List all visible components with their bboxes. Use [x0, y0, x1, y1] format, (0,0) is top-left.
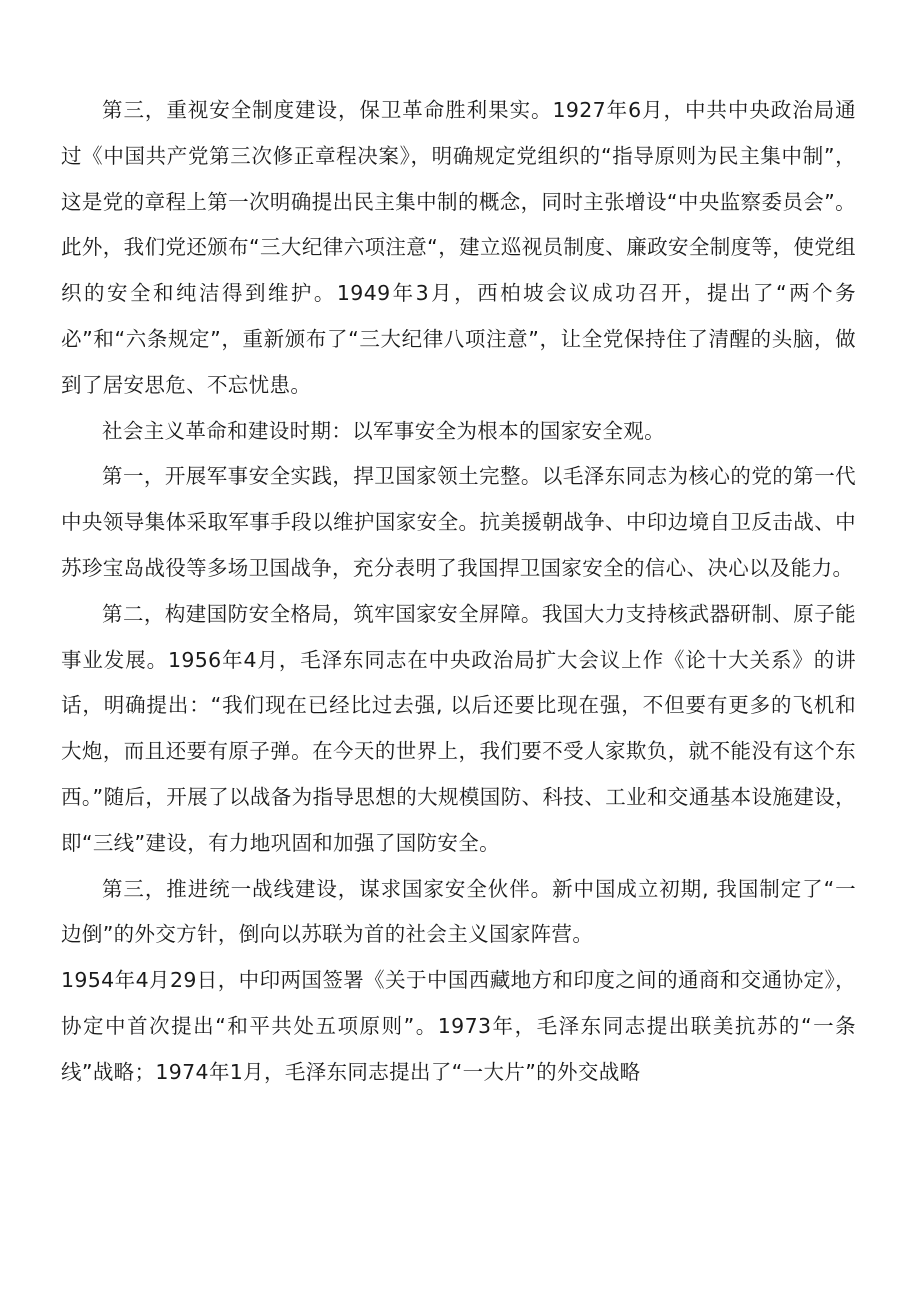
paragraph-military-security: 第一，开展军事安全实践，捍卫国家领土完整。以毛泽东同志为核心的党的第一代中央领导集体采取军事手段以维护国家安全。抗美援朝战争、中印边境自卫反击战、中苏珍宝岛战役等多场卫国战争，充分表明了我国捍卫国家安全的信心、决心以及能力。 [61, 464, 856, 580]
paragraph-foreign-policy: 1954年4月29日，中印两国签署《关于中国西藏地方和印度之间的通商和交通协定》，协定中首次提出“和平共处五项原则”。1973年，毛泽东同志提出联美抗苏的“一条线”战略；1974年1月，毛泽东同志提出了“一大片”的外交战略 [61, 968, 856, 1084]
paragraph-national-defense: 第二，构建国防安全格局，筑牢国家安全屏障。我国大力支持核武器研制、原子能事业发展。1956年4月，毛泽东同志在中央政治局扩大会议上作《论十大关系》的讲话，明确提出：“我们现在已经比过去强, 以后还要比现在强，不但要有更多的飞机和大炮，而且还要有原子弹。在今天的世界上，我们要不受人家欺负，就不能没有这个东西。”随后，开展了以战备为指导思想的大规模国防、科技、工业和交通基本设施建设，即“三线”建设，有力地巩固和加强了国防安全。 [61, 601, 856, 855]
document-body [61, 88, 856, 1096]
paragraph-united-front: 第三，推进统一战线建设，谋求国家安全伙伴。新中国成立初期, 我国制定了“一边倒”的外交方针，倒向以苏联为首的社会主义国家阵营。 [61, 876, 856, 947]
paragraph-party-institution-building: 第三，重视安全制度建设，保卫革命胜利果实。1927年6月，中共中央政治局通过《中国共产党第三次修正章程决案》，明确规定党组织的“指导原则为民主集中制”，这是党的章程上第一次明确提出民主集中制的概念，同时主张增设“中央监察委员会”。此外，我们党还颁布“三大纪律六项注意“，建立巡视员制度、廉政安全制度等，使党组织的安全和纯洁得到维护。1949年3月，西柏坡会议成功召开，提出了“两个务必”和“六条规定”，重新颁布了“三大纪律八项注意”，让全党保持住了清醒的头脑，做到了居安思危、不忘忧患。 [61, 98, 856, 397]
section-heading-socialist-period: 社会主义革命和建设时期：以军事安全为根本的国家安全观。 [102, 418, 665, 443]
